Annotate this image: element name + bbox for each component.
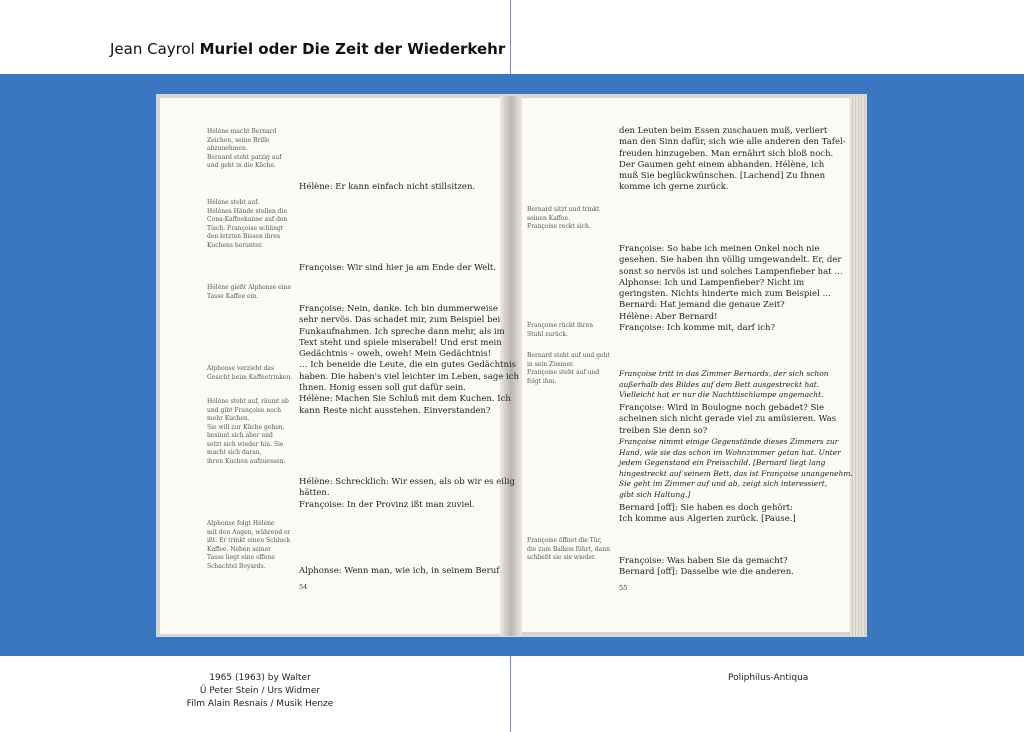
page-number-right: 55	[619, 584, 628, 592]
dialogue-block: Françoise: So habe ich meinen Onkel noch nie gesehen. Sie haben ihn völlig umgewandelt. Er, der sonst so nervös ist und solches Lampenfieber hat … Alphonse: Ich und Lampenfieber? Nicht im geringsten. Nichts hinderte mich zum Beispiel … Bernard: Hat jemand die genaue Zeit? Hélène: Aber Bernard! Françoise: Ich komme mit, darf ich?	[619, 244, 843, 334]
dialogue-block: Françoise: Wird in Boulogne noch gebadet? Sie scheinen sich nicht gerade viel zu amüsieren. Was treiben Sie denn so?	[619, 403, 837, 436]
stage-direction: Hélène macht Bernard Zeichen, seine Brille abzunehmen. Bernard steht patzig auf und geht in die Küche.	[207, 128, 282, 169]
stage-direction: Alphonse verzieht das Gesicht beim Kaffeetrinken.	[207, 365, 293, 381]
dialogue-block: Bernard [off]: Sie haben es doch gehört: Ich komme aus Algerien zurück. [Pause.]	[619, 503, 796, 525]
stage-direction: Hélène steht auf, räumt ab und gibt Françoise noch mehr Kuchen. Sie will zur Küche gehen, besinnt sich aber und setzt sich wieder hin. Sie macht sich daran, ihren Kuchen aufzuessen.	[207, 398, 289, 465]
dialogue-block: Alphonse: Wenn man, wie ich, in seinem Beruf	[299, 566, 500, 576]
stage-direction: Alphonse folgt Hélène mit den Augen, während er ißt. Er trinkt einen Schluck Kaffee. Neben seiner Tasse liegt eine offene Schachtel Boyards.	[207, 520, 291, 570]
stage-direction: Hélène steht auf. Hélènes Hände stellen die Cona-Kaffeekanne auf den Tisch. Françoise schlingt den letzten Bissen ihres Kuchens herunter.	[207, 199, 288, 249]
typeface-name: Poliphilus-Antiqua	[728, 673, 809, 683]
dialogue-block: Hélène: Er kann einfach nicht stillsitzen.	[299, 182, 476, 192]
footer-credits: 1965 (1963) by Walter Ü Peter Stein / Urs Widmer Film Alain Resnais / Musik Henze	[186, 673, 334, 709]
stage-direction: Bernard steht auf und geht in sein Zimmer. Françoise steht auf und folgt ihm.	[527, 352, 610, 385]
stage-direction-italic: Françoise tritt in das Zimmer Bernards, der sich schon außerhalb des Bildes auf dem Bett ausgestreckt hat. Vielleicht hat er nur die Nachttischlampe angemacht.	[619, 369, 829, 399]
stage-direction: Françoise öffnet die Tür, die zum Balkon führt, dann schließt sie sie wieder.	[527, 537, 610, 561]
dialogue-block: den Leuten beim Essen zuschauen muß, verliert man den Sinn dafür, sich wie alle anderen den Tafel- freuden hinzugeben. Man ernährt sich bloß noch. Der Gaumen geht einem abhanden. Hélène, ich muß Sie beglückwünschen. [Lachend] Zu Ihnen komme ich gerne zurück.	[619, 126, 846, 193]
dialogue-block: Françoise: Wir sind hier ja am Ende der Welt.	[299, 263, 497, 273]
author-name: Jean Cayrol	[110, 40, 195, 58]
dialogue-block: Hélène: Schrecklich: Wir essen, als ob wir es eilig hätten. Françoise: In der Provinz ißt man zuviel.	[299, 477, 515, 510]
book-title: Muriel oder Die Zeit der Wiederkehr	[199, 40, 506, 58]
stage-direction: Françoise rückt ihren Stuhl zurück.	[527, 322, 594, 338]
page-title	[110, 40, 505, 58]
stage-direction: Bernard sitzt und trinkt seinen Kaffee. Françoise reckt sich.	[527, 206, 600, 230]
page-number-left: 54	[299, 583, 308, 591]
stage-direction: Hélène gießt Alphonse eine Tasse Kaffee ein.	[207, 284, 292, 300]
stage-direction-italic: Françoise nimmt einige Gegenstände dieses Zimmers zur Hand, wie sie das schon im Wohnzimmer getan hat. Unter jedem Gegenstand ein Preisschild. [Bernard liegt lang hingestreckt auf seinem Bett, das ist Françoise unangenehm. Sie geht im Zimmer auf und ab, zeigt sich interessiert, gibt sich Haltung.]	[619, 437, 853, 499]
dialogue-block: Françoise: Was haben Sie da gemacht? Bernard [off]: Dasselbe wie die anderen.	[619, 556, 794, 578]
dialogue-block: Françoise: Nein, danke. Ich bin dummerweise sehr nervös. Das schadet mir, zum Beispiel bei Funkaufnahmen. Ich spreche dann mehr, als im Text steht und spiele miserabel! Und erst mein Gedächtnis – oweh, oweh! Mein Gedächtnis! … Ich beneide die Leute, die ein gutes Gedächtnis haben. Die haben's viel leichter im Leben, sage ich Ihnen. Honig essen soll gut dafür sein. Hélène: Machen Sie Schluß mit dem Kuchen. Ich kann Reste nicht ausstehen. Einverstanden?	[299, 304, 519, 416]
page-edges	[850, 96, 865, 636]
